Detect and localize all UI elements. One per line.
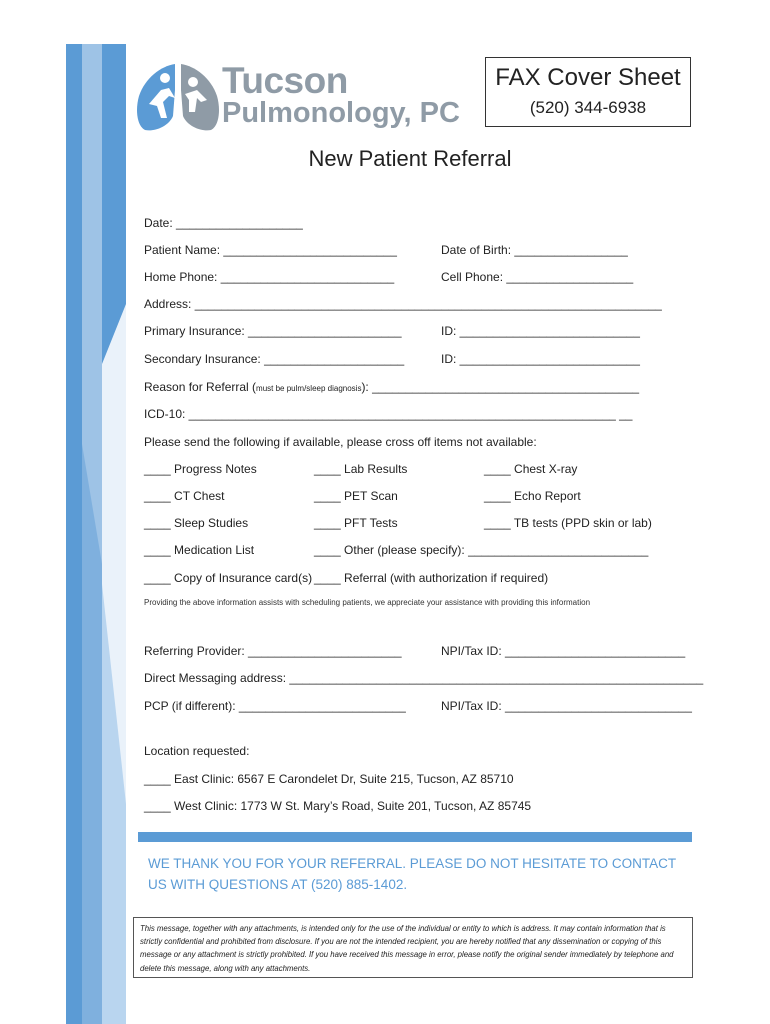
reason-label: Reason for Referral ( [144,380,257,394]
item-tb-tests[interactable]: ____ TB tests (PPD skin or lab) [484,516,652,530]
secondary-insurance-field[interactable]: Secondary Insurance: _____________________ [144,352,405,366]
item-medication-list[interactable]: ____ Medication List [144,543,255,557]
lung-logo-icon [135,60,221,132]
icd10-field[interactable]: ICD-10: ________________________________________________________________ __ [144,407,633,421]
item-pet-scan[interactable]: ____ PET Scan [314,489,398,503]
logo-text-tucson: Tucson [222,60,348,101]
item-sleep-studies[interactable]: ____ Sleep Studies [144,516,249,530]
item-other[interactable]: ____ Other (please specify): ___________________________ [314,543,649,557]
west-clinic-option[interactable]: ____ West Clinic: 1773 W St. Mary’s Road, Suite 201, Tucson, AZ 85745 [144,799,532,813]
dob-field[interactable]: Date of Birth: _________________ [441,243,628,257]
fax-header-box [485,57,691,127]
logo-text-pulmonology: Pulmonology, PC [222,97,460,129]
direct-messaging-field[interactable]: Direct Messaging address: ______________________________________________________________ [144,671,704,685]
item-echo-report[interactable]: ____ Echo Report [484,489,581,503]
item-referral-auth[interactable]: ____ Referral (with authorization if required) [314,571,549,585]
patient-name-field[interactable]: Patient Name: __________________________ [144,243,397,257]
item-chest-xray[interactable]: ____ Chest X-ray [484,462,578,476]
reason-line: ): ________________________________________ [361,380,640,394]
address-field[interactable]: Address: ______________________________________________________________________ [144,297,662,311]
primary-insurance-field[interactable]: Primary Insurance: _______________________ [144,324,402,338]
npi-tax-id-field-2[interactable]: NPI/Tax ID: ____________________________ [441,699,692,713]
pcp-field[interactable]: PCP (if different): _________________________ [144,699,406,713]
primary-id-field[interactable]: ID: ___________________________ [441,324,640,338]
secondary-id-field[interactable]: ID: ___________________________ [441,352,640,366]
referring-provider-field[interactable]: Referring Provider: _______________________ [144,644,402,658]
item-lab-results[interactable]: ____ Lab Results [314,462,408,476]
info-note: Providing the above information assists with scheduling patients, we appreciate your assistance with providing this information [144,598,591,607]
send-instructions: Please send the following if available, please cross off items not available: [144,435,537,449]
reason-hint: must be pulm/sleep diagnosis [256,384,362,393]
fax-phone: (520) 344-6938 [529,98,647,117]
item-insurance-cards[interactable]: ____ Copy of Insurance card(s) [144,571,313,585]
item-pft-tests[interactable]: ____ PFT Tests [314,516,398,530]
form-title: New Patient Referral [308,146,512,171]
confidentiality-disclaimer: This message, together with any attachments, is intended only for the use of the individual or entity to which is address. It may contain information that is strictly confidential and prohibited from disclosure. If you are not the intended recipient, you are hereby notified that any dissemination or copying of this message or any attachment is strictly prohibited. If you have received this message in error, please notify the original sender immediately by telephone and delete this message, along with any attachments. [133,917,693,978]
thank-you-message: WE THANK YOU FOR YOUR REFERRAL. PLEASE DO NOT HESITATE TO CONTACT US WITH QUESTIONS AT (520) 885-1402. [148,856,676,892]
home-phone-field[interactable]: Home Phone: __________________________ [144,270,395,284]
npi-tax-id-field-1[interactable]: NPI/Tax ID: ___________________________ [441,644,686,658]
fax-title: FAX Cover Sheet [495,64,681,91]
reason-field[interactable] [144,380,639,396]
location-label: Location requested: [144,744,250,758]
item-ct-chest[interactable]: ____ CT Chest [144,489,225,503]
item-progress-notes[interactable]: ____ Progress Notes [144,462,257,476]
east-clinic-option[interactable]: ____ East Clinic: 6567 E Carondelet Dr, Suite 215, Tucson, AZ 85710 [144,772,514,786]
divider-bar [138,832,692,842]
decorative-sidebar [66,44,126,1024]
cell-phone-field[interactable]: Cell Phone: ___________________ [441,270,634,284]
date-field[interactable]: Date: ___________________ [144,216,303,230]
